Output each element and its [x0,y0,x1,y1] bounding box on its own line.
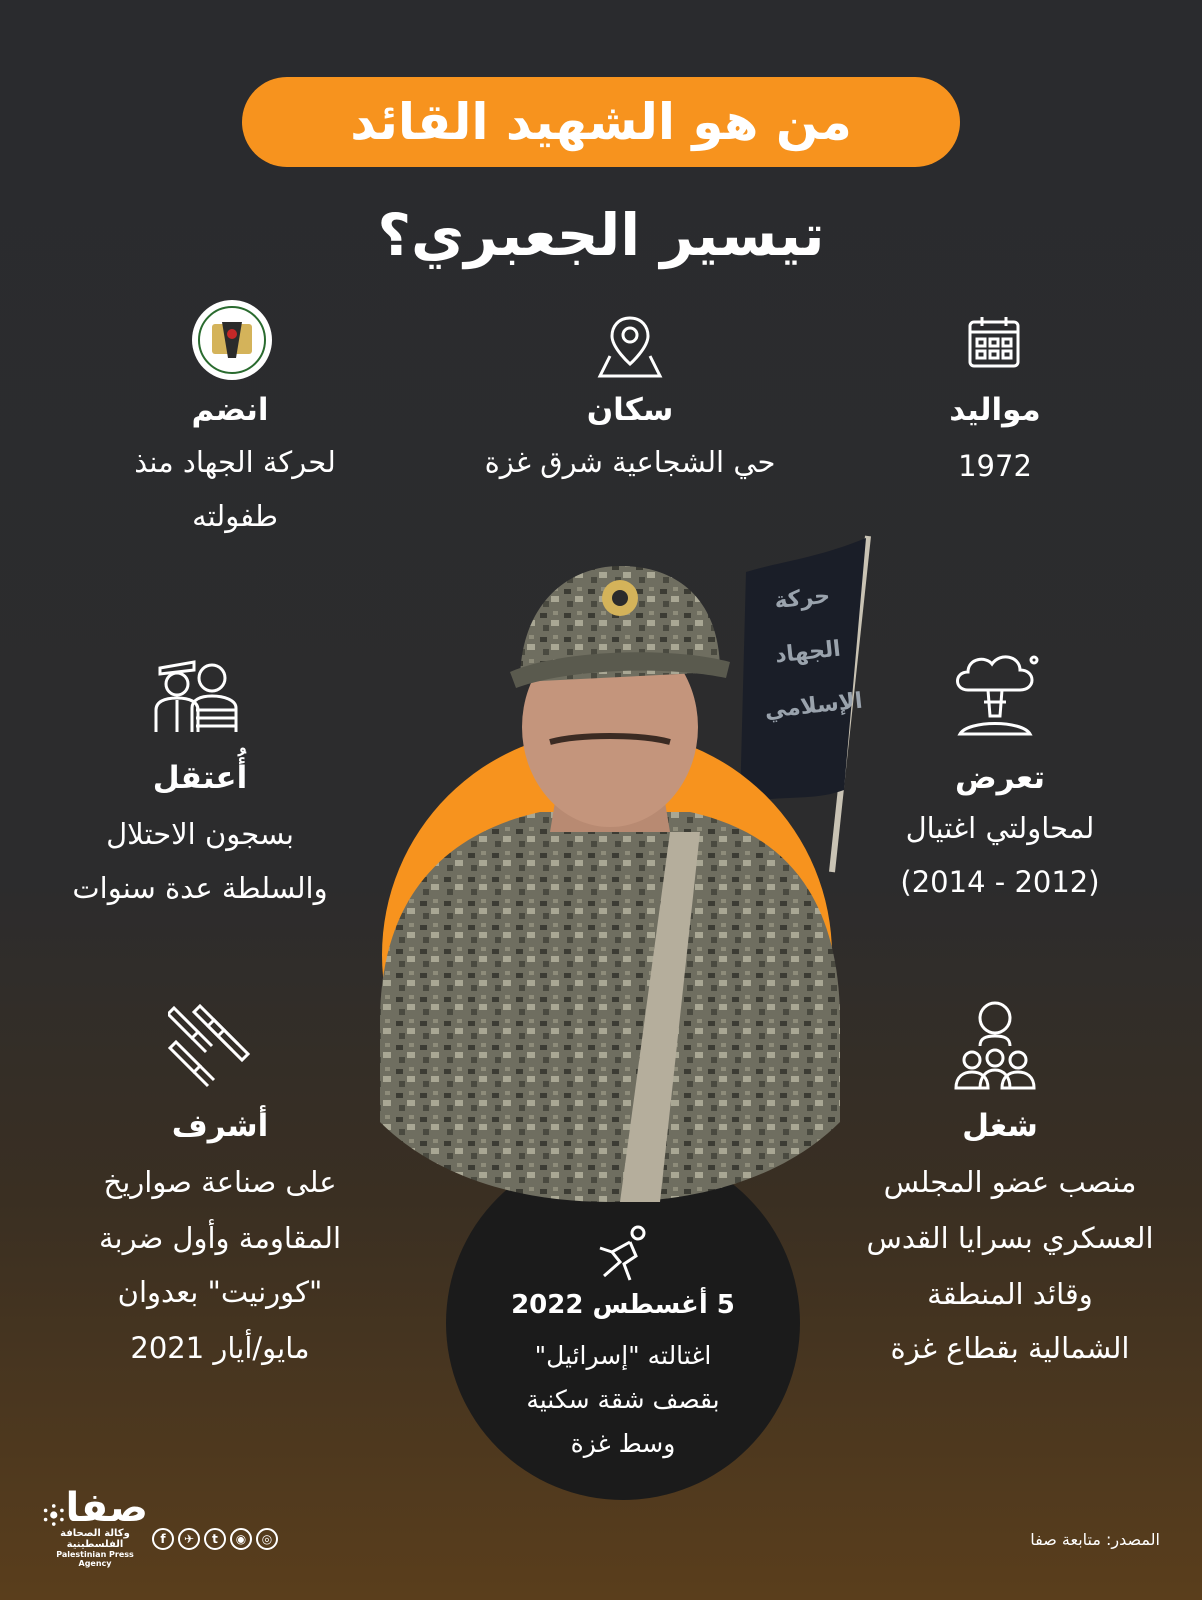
social-links [152,1528,278,1550]
rockets-icon [168,1002,258,1090]
movement-emblem [190,298,274,382]
position-line4: الشمالية بقطاع غزة [890,1331,1130,1365]
birth-title: مواليد [949,392,1041,428]
prisoner-icon [152,652,242,734]
agency-name-en: Palestinian Press Agency [56,1550,134,1568]
facebook-icon[interactable]: f [152,1528,174,1550]
falling-person-icon [594,1224,654,1286]
joined-line1: لحركة الجهاد منذ [134,445,336,479]
exposed-title: تعرض [954,760,1046,796]
position-line3: وقائد المنطقة [927,1277,1093,1311]
telegram-icon[interactable]: ✈ [178,1528,200,1550]
flag-line3: الإسلامي [763,688,864,724]
death-line3: وسط غزة [570,1429,676,1458]
source-note: المصدر: متابعة صفا [1030,1530,1160,1549]
arrested-title: أُعتقل [152,760,248,796]
death-text [480,1334,766,1466]
supervised-line4: مايو/أيار 2021 [130,1331,310,1365]
logo-text: صفا [65,1485,148,1531]
supervised-line2: المقاومة وأول ضربة [98,1221,342,1255]
exposed-line1: لمحاولتي اغتيال [905,811,1095,845]
flag-line1: حركة [773,583,832,615]
leader-photo [370,562,850,1202]
death-line2: بقصف شقة سكنية [526,1385,720,1414]
arrested-line2: والسلطة عدة سنوات [72,871,328,905]
map-pin-icon [596,312,664,380]
leader-name: تيسير الجعبري؟ [377,201,825,269]
calendar-icon [966,314,1022,370]
position-title: شغل [962,1108,1038,1144]
group-leader-icon [952,1000,1038,1092]
title-pill [242,77,960,167]
supervised-line3: "كورنيت" بعدوان [117,1275,323,1309]
joined-title: انضم [191,392,269,428]
position-line2: العسكري بسرايا القدس [866,1221,1154,1255]
exposed-line2: (2012 - 2014) [900,865,1100,899]
supervised-title: أشرف [171,1108,269,1144]
logo-dots-icon [42,1502,66,1528]
position-line1: منصب عضو المجلس [883,1165,1137,1199]
flag-line2: الجهاد [773,636,842,669]
supervised-line1: على صناعة صواريخ [103,1165,337,1199]
agency-logo [42,1485,148,1568]
title-question: من هو الشهيد القائد [350,93,852,151]
whatsapp-icon[interactable]: ◉ [230,1528,252,1550]
death-line1: اغتالته "إسرائيل" [534,1341,712,1370]
twitter-icon[interactable]: t [204,1528,226,1550]
joined-line2: طفولته [192,499,278,533]
instagram-icon[interactable]: ◎ [256,1528,278,1550]
residence-text: حي الشجاعية شرق غزة [484,445,776,479]
death-date: 5 أغسطس 2022 [511,1290,735,1320]
agency-name-ar: وكالة الصحافة الفلسطينية [60,1528,130,1550]
birth-year: 1972 [958,449,1032,483]
arrested-line1: بسجون الاحتلال [106,817,294,851]
residence-title: سكان [586,392,674,428]
explosion-icon [948,650,1042,742]
